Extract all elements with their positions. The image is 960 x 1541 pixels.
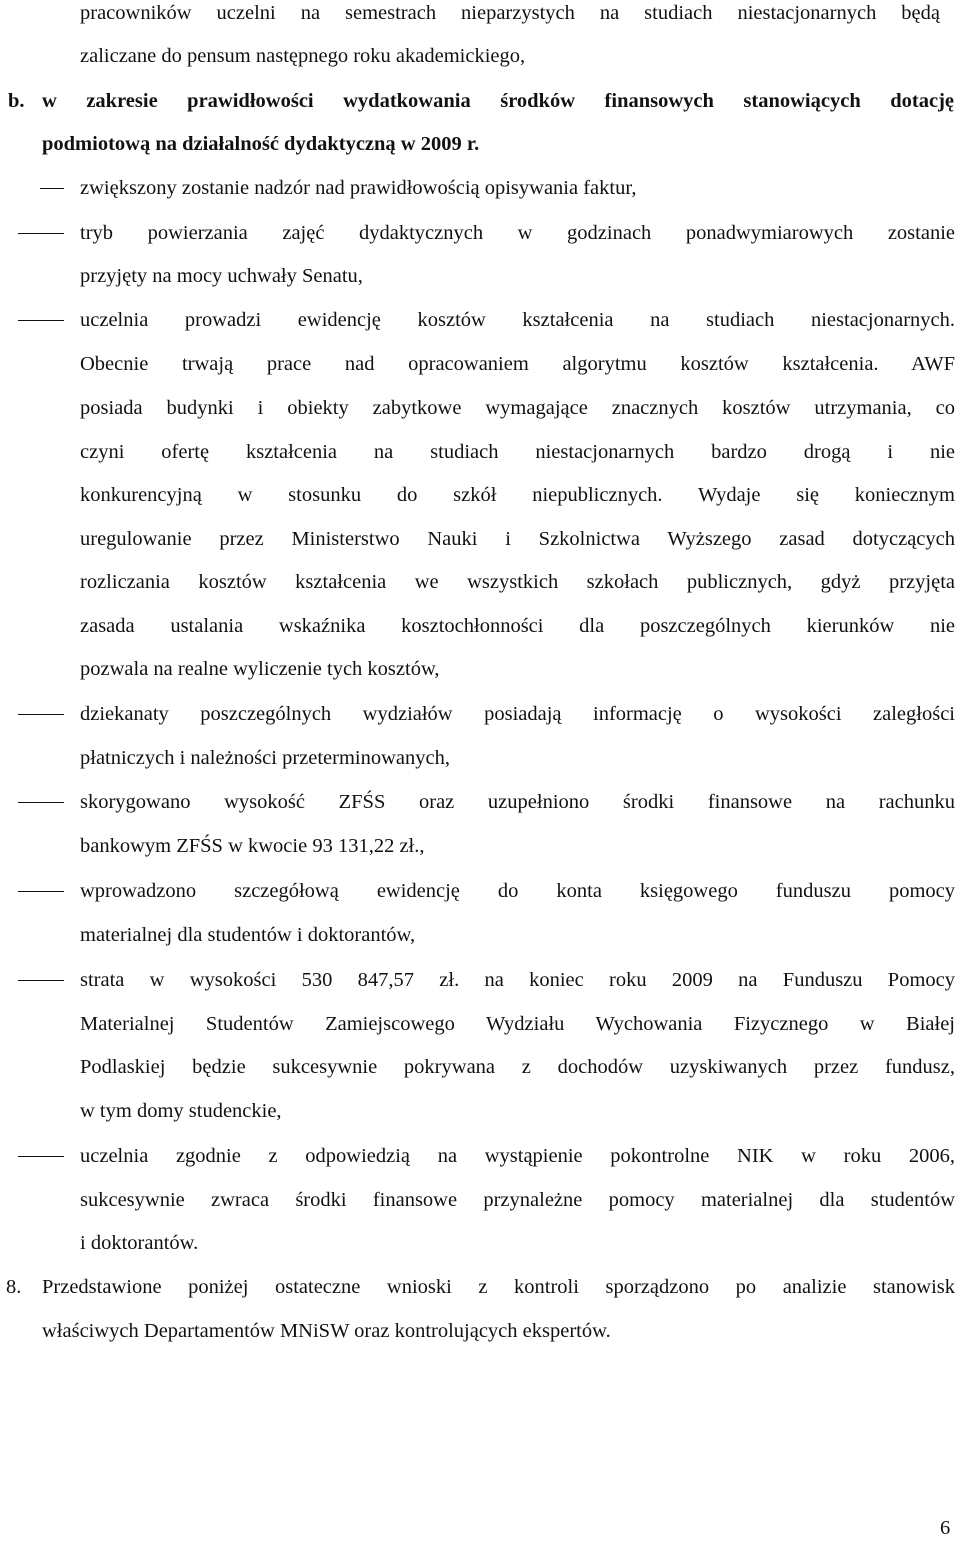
bullet-4-line-2: płatniczych i należności przeterminowanych, [80, 747, 450, 769]
bullet-3-line-6: uregulowanie przez Ministerstwo Nauki i Szkolnictwa Wyższego zasad dotyczących [80, 528, 955, 550]
bullet-3-line-2: Obecnie trwają prace nad opracowaniem algorytmu kosztów kształcenia. AWF [80, 353, 955, 375]
point-8-marker: 8. [6, 1276, 22, 1298]
bullet-dash [18, 320, 64, 321]
bullet-2-line-1: tryb powierzania zajęć dydaktycznych w godzinach ponadwymiarowych zostanie [80, 222, 955, 244]
point-8-line-1: Przedstawione poniżej ostateczne wnioski z kontroli sporządzono po analizie stanowisk [42, 1276, 955, 1298]
bullet-dash [18, 891, 64, 892]
bullet-3-line-1: uczelnia prowadzi ewidencję kosztów kształcenia na studiach niestacjonarnych. [80, 309, 955, 331]
bullet-3-line-9: pozwala na realne wyliczenie tych kosztów, [80, 658, 440, 680]
bullet-5-line-1: skorygowano wysokość ZFŚS oraz uzupełniono środki finansowe na rachunku [80, 791, 955, 813]
bullet-8-line-2: sukcesywnie zwraca środki finansowe przynależne pomocy materialnej dla studentów [80, 1189, 955, 1211]
bullet-7-line-3: Podlaskiej będzie sukcesywnie pokrywana z dochodów uzyskiwanych przez fundusz, [80, 1056, 955, 1078]
intro-line-1: pracowników uczelni na semestrach nieparzystych na studiach niestacjonarnych będą [80, 2, 940, 24]
point-b-line-1: w zakresie prawidłowości wydatkowania środków finansowych stanowiących dotację [42, 90, 954, 112]
bullet-1-line-1: zwiększony zostanie nadzór nad prawidłowością opisywania faktur, [80, 177, 637, 199]
bullet-3-line-7: rozliczania kosztów kształcenia we wszystkich szkołach publicznych, gdyż przyjęta [80, 571, 955, 593]
bullet-8-line-1: uczelnia zgodnie z odpowiedzią na wystąpienie pokontrolne NIK w roku 2006, [80, 1145, 955, 1167]
bullet-dash [18, 802, 64, 803]
bullet-3-line-3: posiada budynki i obiekty zabytkowe wymagające znacznych kosztów utrzymania, co [80, 397, 955, 419]
bullet-dash [18, 714, 64, 715]
bullet-7-line-4: w tym domy studenckie, [80, 1100, 282, 1122]
bullet-3-line-5: konkurencyjną w stosunku do szkół niepublicznych. Wydaje się koniecznym [80, 484, 955, 506]
bullet-6-line-2: materialnej dla studentów i doktorantów, [80, 924, 416, 946]
bullet-7-line-2: Materialnej Studentów Zamiejscowego Wydziału Wychowania Fizycznego w Białej [80, 1013, 955, 1035]
bullet-6-line-1: wprowadzono szczegółową ewidencję do konta księgowego funduszu pomocy [80, 880, 955, 902]
point-b-line-2: podmiotową na działalność dydaktyczną w 2009 r. [42, 133, 480, 155]
point-8-line-2: właściwych Departamentów MNiSW oraz kontrolujących ekspertów. [42, 1320, 611, 1342]
intro-line-2: zaliczane do pensum następnego roku akademickiego, [80, 45, 526, 67]
bullet-dash [40, 188, 64, 189]
bullet-8-line-3: i doktorantów. [80, 1232, 199, 1254]
bullet-dash [18, 1156, 64, 1157]
bullet-4-line-1: dziekanaty poszczególnych wydziałów posiadają informację o wysokości zaległości [80, 703, 955, 725]
bullet-dash [18, 980, 64, 981]
bullet-2-line-2: przyjęty na mocy uchwały Senatu, [80, 265, 363, 287]
point-b-marker: b. [8, 90, 25, 112]
bullet-5-line-2: bankowym ZFŚS w kwocie 93 131,22 zł., [80, 835, 425, 857]
bullet-dash [18, 233, 64, 234]
bullet-3-line-8: zasada ustalania wskaźnika kosztochłonności dla poszczególnych kierunków nie [80, 615, 955, 637]
page-number: 6 [940, 1517, 951, 1539]
bullet-3-line-4: czyni ofertę kształcenia na studiach niestacjonarnych bardzo drogą i nie [80, 441, 955, 463]
bullet-7-line-1: strata w wysokości 530 847,57 zł. na koniec roku 2009 na Funduszu Pomocy [80, 969, 955, 991]
